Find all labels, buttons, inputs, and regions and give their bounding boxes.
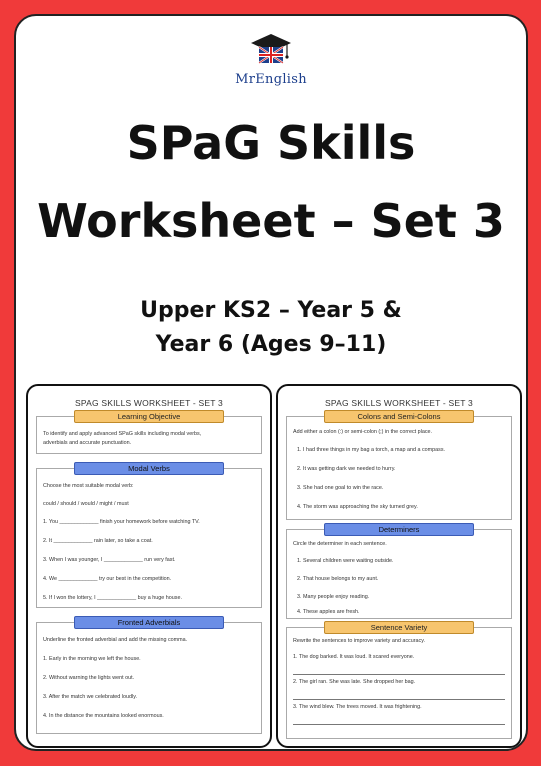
worksheet-title: SPAG SKILLS WORKSHEET - SET 3 — [75, 398, 223, 408]
list-item: 2. It was getting dark we needed to hurry. — [297, 466, 396, 472]
worksheet-preview-right — [276, 384, 522, 748]
section-colons — [286, 412, 512, 520]
list-item: 3. She had one goal to win the race. — [297, 485, 384, 491]
section-fronted-adverbials — [36, 618, 262, 734]
list-item: 2. It _____________ rain later, so take a coat. — [43, 538, 153, 544]
cover-title-line-2: Worksheet – Set 3 — [37, 194, 505, 248]
list-item: 1. The dog barked. It was loud. It scared everyone. — [293, 654, 415, 660]
list-item: 5. If I won the lottery, I _____________ buy a huge house. — [43, 595, 182, 601]
list-item: 2. The girl ran. She was late. She dropped her bag. — [293, 679, 416, 685]
cover-card — [14, 14, 528, 751]
worksheet-preview-left — [26, 384, 272, 748]
list-item: 4. We _____________ try our best in the competition. — [43, 576, 172, 582]
instruction: Rewrite the sentences to improve variety and accuracy. — [293, 638, 426, 644]
list-item: 2. Without warning the lights went out. — [43, 675, 135, 681]
list-item: 3. When I was younger, I _____________ run very fast. — [43, 557, 176, 563]
section-sentence-variety — [286, 623, 512, 739]
objective-line: To identify and apply advanced SPaG skills including modal verbs, — [43, 431, 202, 437]
modal-options: could / should / would / might / must — [43, 501, 129, 507]
section-determiners — [286, 525, 512, 619]
list-item: 2. That house belongs to my aunt. — [297, 576, 379, 582]
answer-line — [293, 724, 505, 725]
list-item: 4. The storm was approaching the sky turned grey. — [297, 504, 418, 510]
instruction: Add either a colon (:) or semi-colon (;) in the correct place. — [293, 429, 433, 435]
list-item: 1. Early in the morning we left the house. — [43, 656, 141, 662]
list-item: 4. These apples are fresh. — [297, 609, 360, 615]
answer-line — [293, 699, 505, 700]
section-heading: Modal Verbs — [74, 462, 224, 475]
list-item: 4. In the distance the mountains looked enormous. — [43, 713, 164, 719]
section-heading: Learning Objective — [74, 410, 224, 423]
instruction: Circle the determiner in each sentence. — [293, 541, 387, 547]
list-item: 1. I had three things in my bag a torch, a map and a compass. — [297, 447, 446, 453]
logo — [16, 32, 526, 87]
cover-subtitle-line-2: Year 6 (Ages 9–11) — [155, 332, 387, 357]
list-item: 3. Many people enjoy reading. — [297, 594, 370, 600]
section-heading: Fronted Adverbials — [74, 616, 224, 629]
brand-name: MrEnglish — [235, 72, 307, 87]
list-item: 1. You _____________ finish your homework before watching TV. — [43, 519, 200, 525]
section-heading: Sentence Variety — [324, 621, 474, 634]
answer-line — [293, 674, 505, 675]
worksheet-title: SPAG SKILLS WORKSHEET - SET 3 — [325, 398, 473, 408]
list-item: 1. Several children were waiting outside. — [297, 558, 394, 564]
section-learning-objective — [36, 412, 262, 454]
list-item: 3. The wind blew. The trees moved. It was frightening. — [293, 704, 422, 710]
graduation-cap-flag-icon — [249, 32, 293, 70]
instruction: Underline the fronted adverbial and add the missing comma. — [43, 637, 188, 643]
section-heading: Colons and Semi-Colons — [324, 410, 474, 423]
cover-title-line-1: SPaG Skills — [126, 116, 416, 170]
instruction: Choose the most suitable modal verb: — [43, 483, 134, 489]
section-modal-verbs — [36, 464, 262, 608]
cover-subtitle-line-1: Upper KS2 – Year 5 & — [140, 298, 402, 323]
objective-line: adverbials and accurate punctuation. — [43, 440, 132, 446]
list-item: 3. After the match we celebrated loudly. — [43, 694, 137, 700]
section-heading: Determiners — [324, 523, 474, 536]
